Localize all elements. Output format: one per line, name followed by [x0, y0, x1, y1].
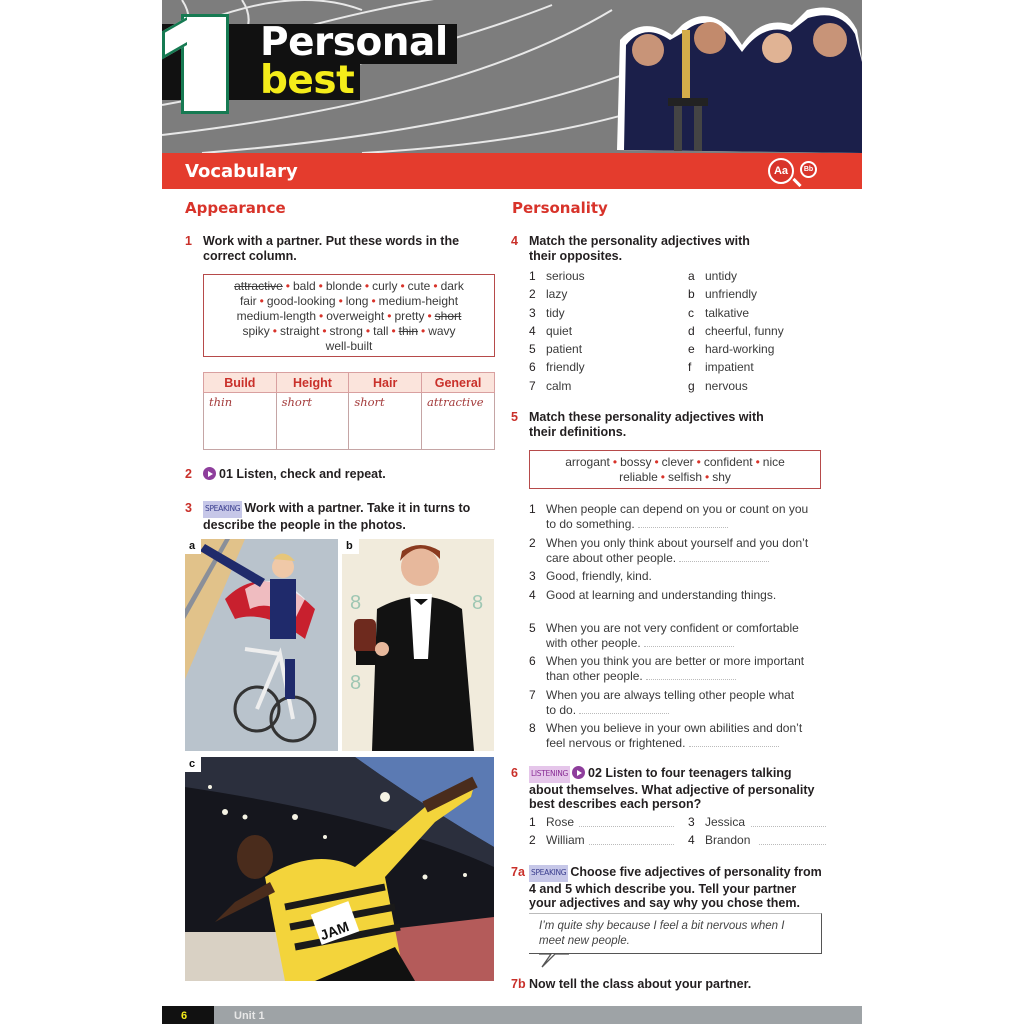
speech-bubble-tail: [539, 953, 569, 968]
definition-text: Good at learning and understanding things.: [546, 587, 777, 602]
item-number: 3: [688, 815, 695, 829]
exercise-5: [511, 410, 819, 439]
list-item: [688, 322, 838, 340]
unit-banner: [162, 0, 862, 153]
bullet-separator: •: [755, 455, 760, 469]
list-item: [688, 304, 838, 322]
answer-blank[interactable]: [579, 817, 674, 827]
answer-blank[interactable]: [751, 817, 826, 827]
unit-title-line1: Personal: [260, 20, 448, 65]
exercise-7b: [511, 977, 829, 992]
item-number: 5: [529, 620, 536, 635]
bullet-separator: •: [660, 470, 665, 484]
photo-a-cyclist: [185, 539, 338, 751]
instruction-line: Work with a partner. Put these words in the: [203, 234, 460, 248]
audio-play-icon[interactable]: [572, 766, 585, 779]
bullet-separator: •: [654, 455, 659, 469]
adjective: talkative: [705, 305, 750, 320]
item-number: 3: [529, 569, 536, 583]
appearance-word-box: [203, 274, 495, 357]
personality-heading: Personality: [512, 199, 608, 217]
section-bar: [162, 153, 862, 189]
word-option: strong: [329, 324, 363, 338]
item-number: 2: [529, 833, 536, 848]
list-item: [688, 267, 838, 285]
instruction-line: your adjectives and say why you chose them.: [529, 896, 800, 910]
word-option: clever: [661, 455, 694, 469]
answer-blank[interactable]: [589, 835, 674, 845]
item-number: d: [688, 323, 695, 338]
section-bar-title: Vocabulary: [185, 161, 298, 182]
item-number: 6: [529, 654, 536, 668]
definition-text: When people can depend on you or count on you: [546, 502, 809, 516]
example-line: meet new people.: [539, 934, 630, 947]
word-option: thin: [398, 324, 419, 338]
item-number: 8: [529, 721, 536, 735]
list-item: [529, 340, 679, 358]
answer-blank[interactable]: [644, 637, 734, 647]
exercise-number: 3: [185, 501, 192, 515]
personality-word-box: [529, 450, 821, 489]
column-header-height: Height: [276, 373, 349, 393]
item-number: g: [688, 378, 695, 393]
definitions-list: [529, 502, 824, 755]
item-number: 5: [529, 342, 536, 357]
audio-play-icon[interactable]: [203, 467, 216, 480]
item-number: 2: [529, 535, 536, 550]
definition-item: [529, 688, 824, 718]
bullet-separator: •: [338, 294, 343, 308]
actor-image: [342, 539, 494, 751]
column-header-hair: Hair: [349, 373, 422, 393]
instruction-line: Choose five adjectives of personality from: [570, 865, 822, 879]
instruction-line: Listen, check and repeat.: [236, 467, 386, 481]
word-option: straight: [279, 324, 320, 338]
word-option: pretty: [394, 309, 425, 323]
list-item: [688, 358, 838, 376]
list-item: [529, 304, 679, 322]
appearance-heading: Appearance: [185, 199, 286, 217]
bullet-separator: •: [285, 279, 290, 293]
photo-label: b: [342, 539, 359, 554]
listening-tag: LISTENING: [529, 766, 570, 783]
definition-item: [529, 621, 824, 651]
definition-item: [529, 536, 824, 566]
speaking-tag: SPEAKING: [203, 501, 242, 518]
svg-text:8: 8: [350, 592, 362, 614]
adjective: quiet: [546, 323, 573, 338]
word-option: long: [345, 294, 369, 308]
bullet-separator: •: [319, 309, 324, 323]
instruction-line: best describes each person?: [529, 797, 702, 811]
bullet-separator: •: [318, 279, 323, 293]
word-option: reliable: [619, 470, 658, 484]
definition-text: to do something.: [546, 517, 824, 532]
word-option: arrogant: [565, 455, 610, 469]
instruction-line: describe the people in the photos.: [203, 517, 406, 532]
bullet-separator: •: [696, 455, 701, 469]
item-number: e: [688, 342, 695, 357]
word-option: overweight: [326, 309, 385, 323]
bullet-separator: •: [371, 294, 376, 308]
list-item: [688, 340, 838, 358]
person-name: William: [546, 833, 585, 848]
list-item: [529, 377, 679, 395]
bullet-separator: •: [387, 309, 392, 323]
word-option: well-built: [325, 339, 373, 353]
opposites-left-list: [529, 267, 679, 395]
appearance-columns-table: [203, 372, 495, 450]
exercise-7a: [511, 865, 829, 911]
svg-text:JAM: JAM: [317, 918, 351, 944]
list-item: [688, 377, 838, 395]
instruction-line: Now tell the class about your partner.: [529, 977, 752, 991]
definition-text: When you think you are better or more important: [546, 654, 805, 668]
item-number: 4: [688, 833, 695, 848]
word-option: good-looking: [266, 294, 336, 308]
item-number: 1: [529, 815, 536, 829]
definition-item: [529, 502, 824, 532]
adjective: cheerful, funny: [705, 323, 784, 338]
bullet-separator: •: [365, 324, 371, 338]
word-option: confident: [703, 455, 753, 469]
adjective: friendly: [546, 360, 585, 375]
column-header-general: General: [422, 373, 495, 393]
person-name: Brandon: [705, 833, 751, 848]
table-cell-general[interactable]: attractive: [422, 393, 495, 450]
word-option: dark: [440, 279, 464, 293]
exercise-1: [185, 234, 483, 263]
instruction-line: Match these personality adjectives with: [529, 410, 764, 424]
word-option: nice: [762, 455, 785, 469]
audio-track-number: 01: [219, 467, 233, 481]
list-item: [529, 322, 679, 340]
adjective: untidy: [705, 269, 738, 283]
definition-item: [529, 654, 824, 684]
exercise-number: 7b: [511, 977, 526, 991]
adjective: serious: [546, 269, 585, 283]
answer-blank[interactable]: [579, 704, 669, 714]
list-item: [529, 358, 679, 376]
word-option: blonde: [325, 279, 362, 293]
word-option: short: [434, 309, 462, 323]
svg-text:8: 8: [472, 592, 484, 614]
bullet-separator: •: [259, 294, 264, 308]
bullet-separator: •: [322, 324, 327, 338]
example-answer: [539, 919, 784, 948]
item-number: 6: [529, 360, 536, 375]
cyclist-image: [185, 539, 338, 751]
teenagers-list: [529, 813, 829, 850]
instruction-line: about themselves. What adjective of personality: [529, 782, 815, 797]
exercise-number: 2: [185, 467, 192, 481]
exercise-3: [185, 501, 493, 532]
adjective: tidy: [546, 305, 565, 320]
adjective: lazy: [546, 287, 568, 302]
word-option: bossy: [620, 455, 652, 469]
item-number: 3: [529, 305, 536, 320]
column-header-build: Build: [204, 373, 277, 393]
bullet-separator: •: [421, 324, 426, 338]
person-name: Jessica: [705, 815, 746, 829]
answer-blank[interactable]: [638, 518, 728, 528]
speech-bubble: [529, 913, 822, 954]
item-number: 1: [529, 269, 536, 283]
bullet-separator: •: [400, 279, 405, 293]
person-name: Rose: [546, 815, 575, 829]
opposites-right-list: [688, 267, 838, 395]
girls-with-trophy-photo: [612, 0, 862, 153]
exercise-number: 7a: [511, 865, 525, 879]
dictionary-magnifier-small-icon: Bb: [800, 161, 817, 178]
photo-label: a: [185, 539, 201, 554]
exercise-2: [185, 467, 483, 482]
definition-text: When you are always telling other people what: [546, 687, 795, 702]
example-line: I’m quite shy because I feel a bit nervous when I: [539, 920, 785, 932]
bullet-separator: •: [612, 455, 618, 469]
unit-label: Unit 1: [234, 1010, 265, 1022]
adjective: unfriendly: [705, 287, 758, 302]
instruction-line: their definitions.: [529, 424, 627, 439]
definition-text: care about other people.: [546, 551, 824, 566]
list-item: [529, 831, 829, 849]
photo-label: c: [185, 757, 201, 772]
table-cell-build[interactable]: thin: [204, 393, 277, 450]
word-option: selfish: [668, 470, 703, 484]
definition-text: When you are not very confident or comfortable: [546, 620, 799, 635]
bullet-separator: •: [427, 309, 432, 323]
exercise-number: 1: [185, 234, 192, 248]
adjective: hard-working: [705, 342, 775, 357]
item-number: 4: [529, 323, 536, 338]
word-option: attractive: [234, 279, 283, 293]
item-number: f: [688, 360, 692, 375]
photo-b-actor: [342, 539, 494, 751]
adjective: nervous: [705, 378, 748, 393]
instruction-line: Match the personality adjectives with: [529, 234, 750, 248]
definition-text: with other people.: [546, 636, 824, 651]
audio-track-number: 02: [588, 766, 602, 780]
definition-text: feel nervous or frightened.: [546, 736, 824, 751]
instruction-line: correct column.: [203, 248, 297, 263]
bullet-separator: •: [433, 279, 438, 293]
page-footer: [162, 1006, 862, 1024]
definition-text: than other people.: [546, 669, 824, 684]
definition-item: [529, 588, 824, 603]
exercise-number: 4: [511, 234, 518, 248]
word-option: wavy: [428, 324, 456, 338]
instruction-line: 4 and 5 which describe you. Tell your partner: [529, 881, 797, 896]
instruction-line: Listen to four teenagers talking: [605, 766, 792, 780]
definition-item: [529, 721, 824, 751]
list-item: [529, 267, 679, 285]
page-number: 6: [162, 1006, 214, 1024]
dictionary-magnifier-icon: Aa: [768, 158, 794, 184]
adjective: patient: [546, 342, 583, 357]
adjective: impatient: [705, 360, 754, 375]
definition-text: Good, friendly, kind.: [546, 569, 652, 583]
answer-blank[interactable]: [646, 670, 736, 680]
bullet-separator: •: [705, 470, 710, 484]
definition-text: to do.: [546, 703, 824, 718]
item-number: 7: [529, 687, 536, 702]
item-number: c: [688, 305, 694, 320]
svg-text:8: 8: [350, 672, 362, 694]
word-option: tall: [373, 324, 389, 338]
exercise-6: [511, 766, 829, 812]
unit-title-line2: best: [260, 58, 355, 103]
item-number: 4: [529, 587, 536, 602]
bullet-separator: •: [391, 324, 396, 338]
item-number: 1: [529, 502, 536, 516]
adjective: calm: [546, 378, 572, 393]
exercise-number: 6: [511, 766, 518, 780]
word-option: spiky: [242, 324, 270, 338]
answer-blank[interactable]: [679, 552, 769, 562]
exercise-number: 5: [511, 410, 518, 424]
speaking-tag: SPEAKING: [529, 865, 568, 882]
item-number: b: [688, 287, 695, 302]
definition-text: When you only think about yourself and you don’t: [546, 535, 809, 550]
answer-blank[interactable]: [759, 835, 826, 845]
unit-number-graphic: [181, 14, 229, 114]
word-option: cute: [407, 279, 431, 293]
definition-text: When you believe in your own abilities and don’t: [546, 721, 803, 735]
word-option: medium-length: [236, 309, 317, 323]
instruction-line: Work with a partner. Take it in turns to: [244, 501, 471, 515]
table-cell-height[interactable]: short: [276, 393, 349, 450]
photo-c-sprinter: [185, 757, 494, 981]
list-item: [529, 813, 829, 831]
word-option: fair: [239, 294, 257, 308]
item-number: 7: [529, 378, 536, 393]
sprinter-image: [185, 757, 494, 981]
exercise-4: [511, 234, 819, 263]
bullet-separator: •: [272, 324, 277, 338]
definition-item: [529, 569, 824, 584]
answer-blank[interactable]: [689, 737, 779, 747]
word-option: shy: [712, 470, 731, 484]
list-item: [529, 285, 679, 303]
word-option: bald: [292, 279, 316, 293]
item-number: 2: [529, 287, 536, 302]
table-cell-hair[interactable]: short: [349, 393, 422, 450]
textbook-page: [162, 0, 862, 1024]
list-item: [688, 285, 838, 303]
bullet-separator: •: [364, 279, 370, 293]
word-option: medium-height: [378, 294, 459, 308]
item-number: a: [688, 269, 695, 283]
word-option: curly: [372, 279, 398, 293]
instruction-line: their opposites.: [529, 248, 623, 263]
